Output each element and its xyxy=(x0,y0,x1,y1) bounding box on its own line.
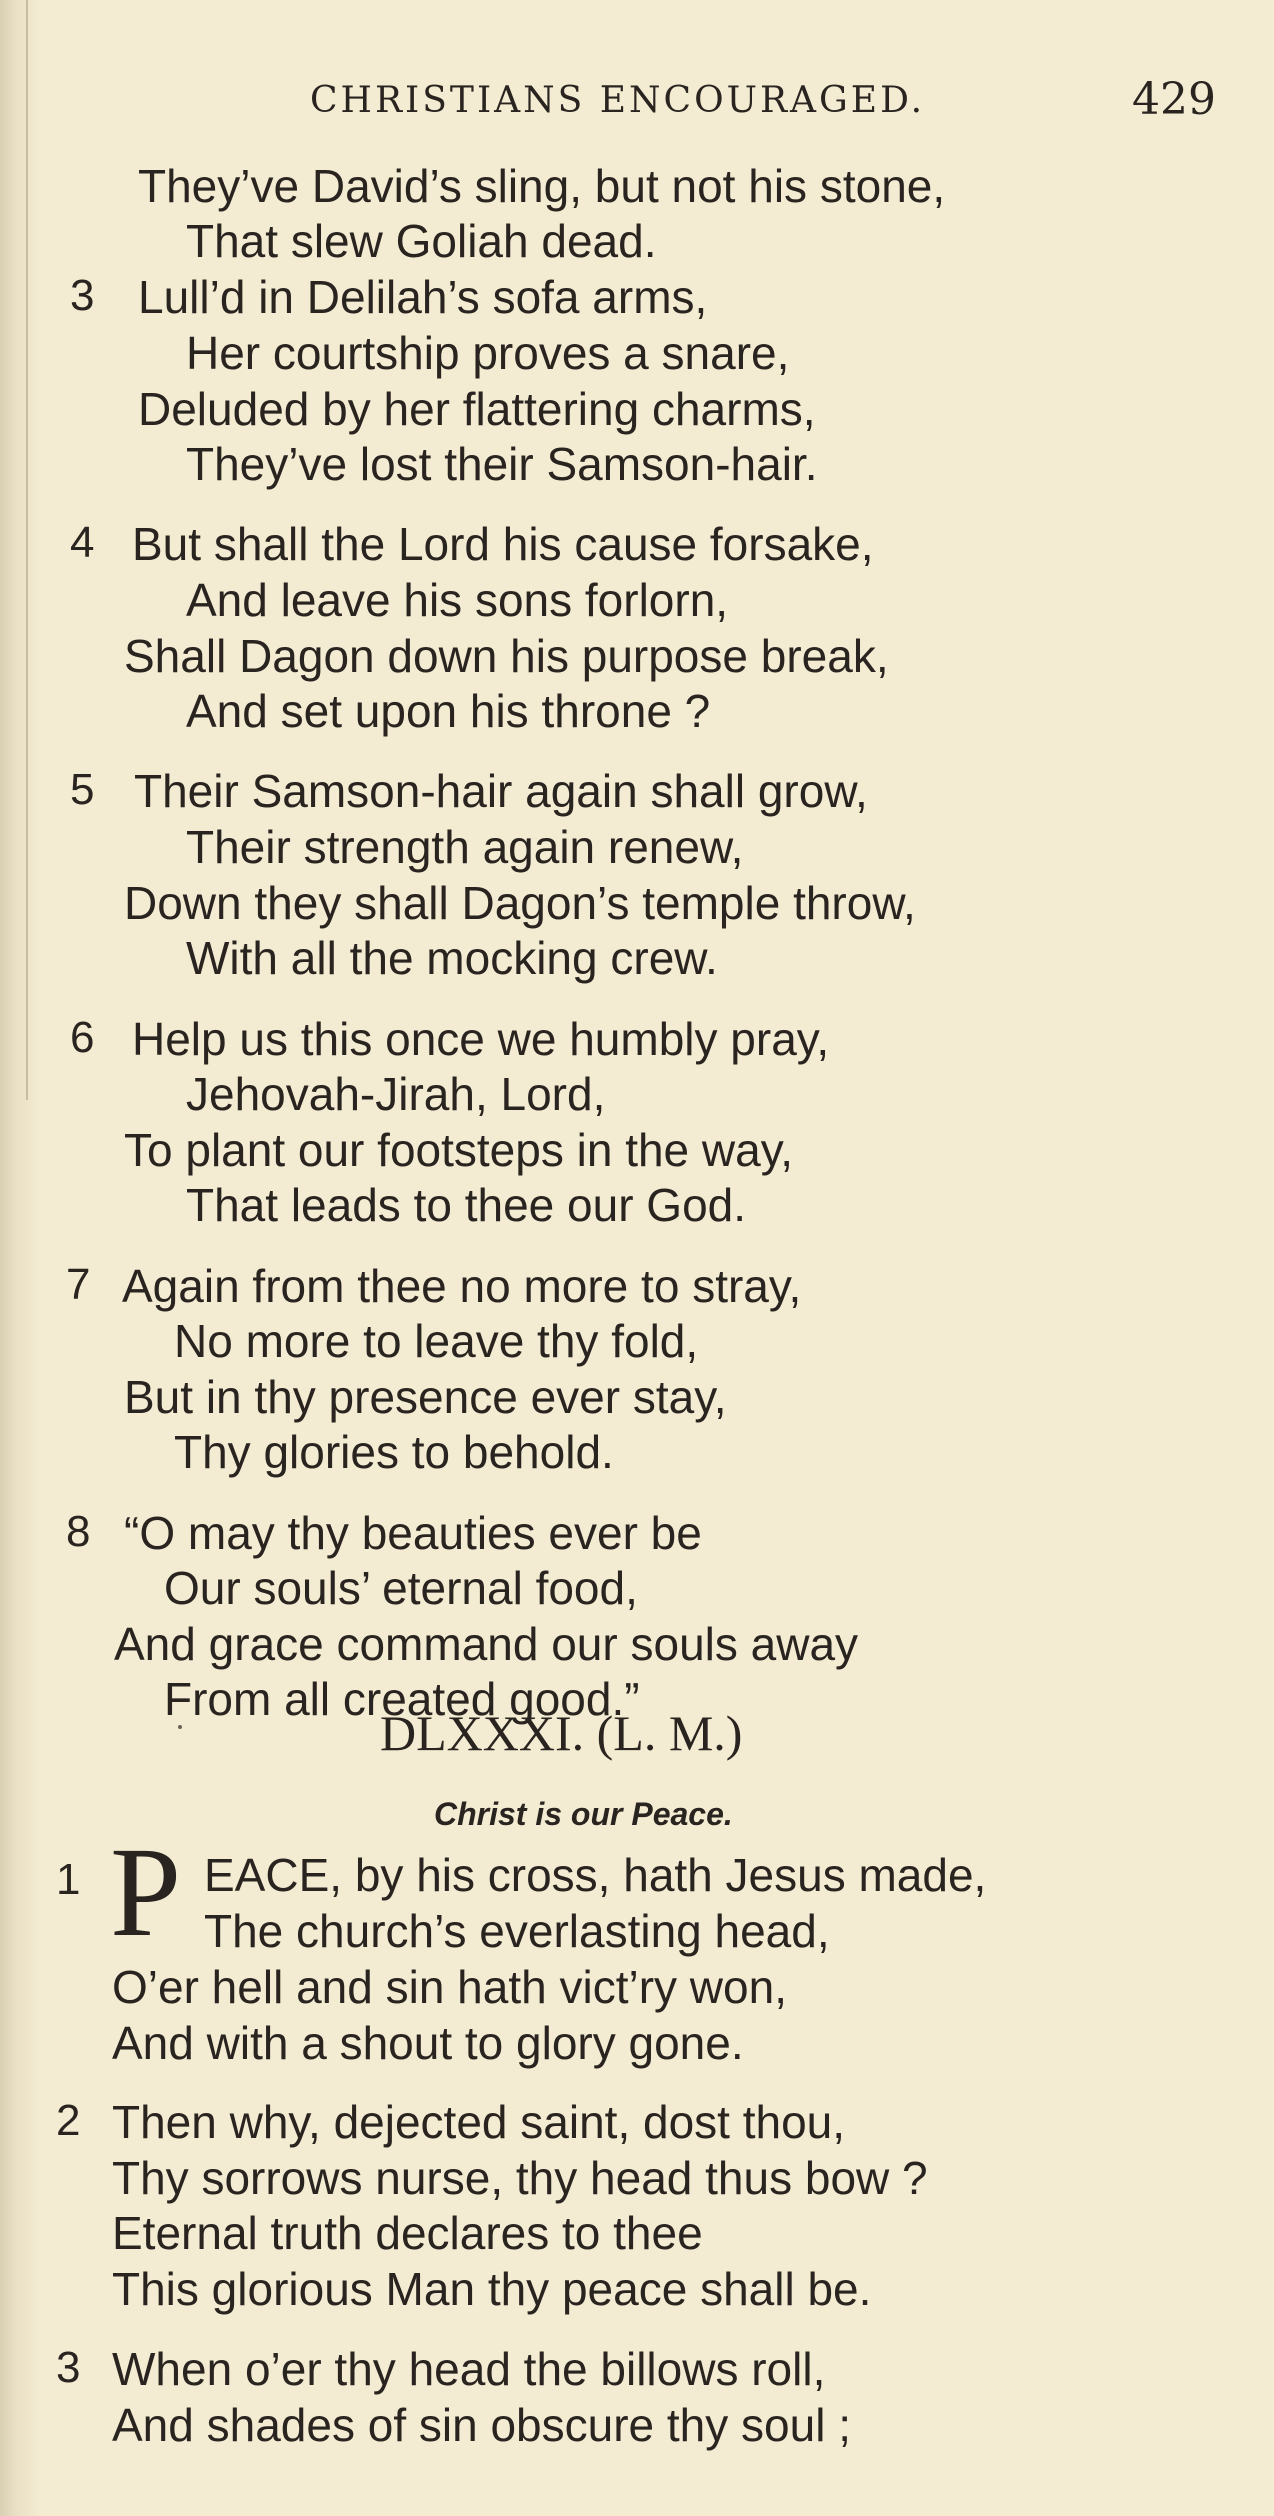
verse-line: And grace command our souls away xyxy=(114,1618,859,1670)
verse-line: Their Samson-hair again shall grow, xyxy=(134,765,868,817)
verse-line: Thy sorrows nurse, thy head thus bow ? xyxy=(112,2152,928,2204)
verse-line: Eternal truth declares to thee xyxy=(112,2207,703,2259)
verse-line: But in thy presence ever stay, xyxy=(124,1371,727,1423)
page-gutter-line xyxy=(26,0,28,1100)
verse-line: No more to leave thy fold, xyxy=(174,1315,699,1367)
verse-line: Help us this once we humbly pray, xyxy=(132,1013,830,1065)
verse-number: 8 xyxy=(66,1507,91,1556)
verse-line: Her courtship proves a snare, xyxy=(186,327,790,379)
verse-line: They’ve lost their Samson-hair. xyxy=(186,438,818,490)
page-number: 429 xyxy=(1132,74,1216,125)
running-title: CHRISTIANS ENCOURAGED. xyxy=(310,80,926,121)
verse-line: O’er hell and sin hath vict’ry won, xyxy=(112,1961,787,2013)
verse-line: And leave his sons forlorn, xyxy=(186,574,729,626)
verse-line: The church’s everlasting head, xyxy=(204,1905,830,1957)
verse-line: They’ve David’s sling, but not his stone, xyxy=(138,160,946,212)
verse-line: Their strength again renew, xyxy=(186,821,744,873)
verse-line: Thy glories to behold. xyxy=(174,1426,614,1478)
verse-number: 7 xyxy=(66,1260,91,1309)
verse-line: But shall the Lord his cause forsake, xyxy=(132,518,874,570)
verse-line: And shades of sin obscure thy soul ; xyxy=(112,2399,851,2451)
verse-line: Deluded by her flattering charms, xyxy=(138,383,816,435)
drop-cap: P xyxy=(110,1821,182,1963)
verse-line: Down they shall Dagon’s temple throw, xyxy=(124,877,916,929)
verse-number: 3 xyxy=(70,271,95,320)
hymn-title: DLXXXI. (L. M.) xyxy=(380,1705,743,1761)
verse-line: Again from thee no more to stray, xyxy=(122,1260,802,1312)
ornament-dot xyxy=(178,1725,182,1729)
verse-line: With all the mocking crew. xyxy=(186,932,718,984)
hymn-subtitle: Christ is our Peace. xyxy=(434,1796,733,1832)
verse-line: When o’er thy head the billows roll, xyxy=(112,2343,826,2395)
verse-number: 3 xyxy=(56,2343,81,2392)
verse-line: Shall Dagon down his purpose break, xyxy=(124,630,889,682)
verse-line: That leads to thee our God. xyxy=(186,1179,747,1231)
verse-line: Then why, dejected saint, dost thou, xyxy=(112,2096,846,2148)
verse-number: 4 xyxy=(70,518,95,567)
verse-line: Jehovah-Jirah, Lord, xyxy=(186,1068,606,1120)
verse-line: That slew Goliah dead. xyxy=(186,215,657,267)
verse-number: 1 xyxy=(56,1855,81,1904)
verse-line: From all created good.” xyxy=(164,1673,640,1725)
verse-line: “O may thy beauties ever be xyxy=(124,1507,702,1559)
verse-line: This glorious Man thy peace shall be. xyxy=(112,2263,872,2315)
verse-line: To plant our footsteps in the way, xyxy=(124,1124,794,1176)
verse-number: 2 xyxy=(56,2096,81,2145)
verse-line: Our souls’ eternal food, xyxy=(164,1562,638,1614)
verse-number: 6 xyxy=(70,1013,95,1062)
verse-line: Lull’d in Delilah’s sofa arms, xyxy=(138,271,708,323)
verse-number: 5 xyxy=(70,765,95,814)
verse-line: And set upon his throne ? xyxy=(186,685,711,737)
verse-line: And with a shout to glory gone. xyxy=(112,2017,744,2069)
verse-line: EACE, by his cross, hath Jesus made, xyxy=(204,1849,987,1901)
page-gutter-shadow xyxy=(0,0,40,2516)
